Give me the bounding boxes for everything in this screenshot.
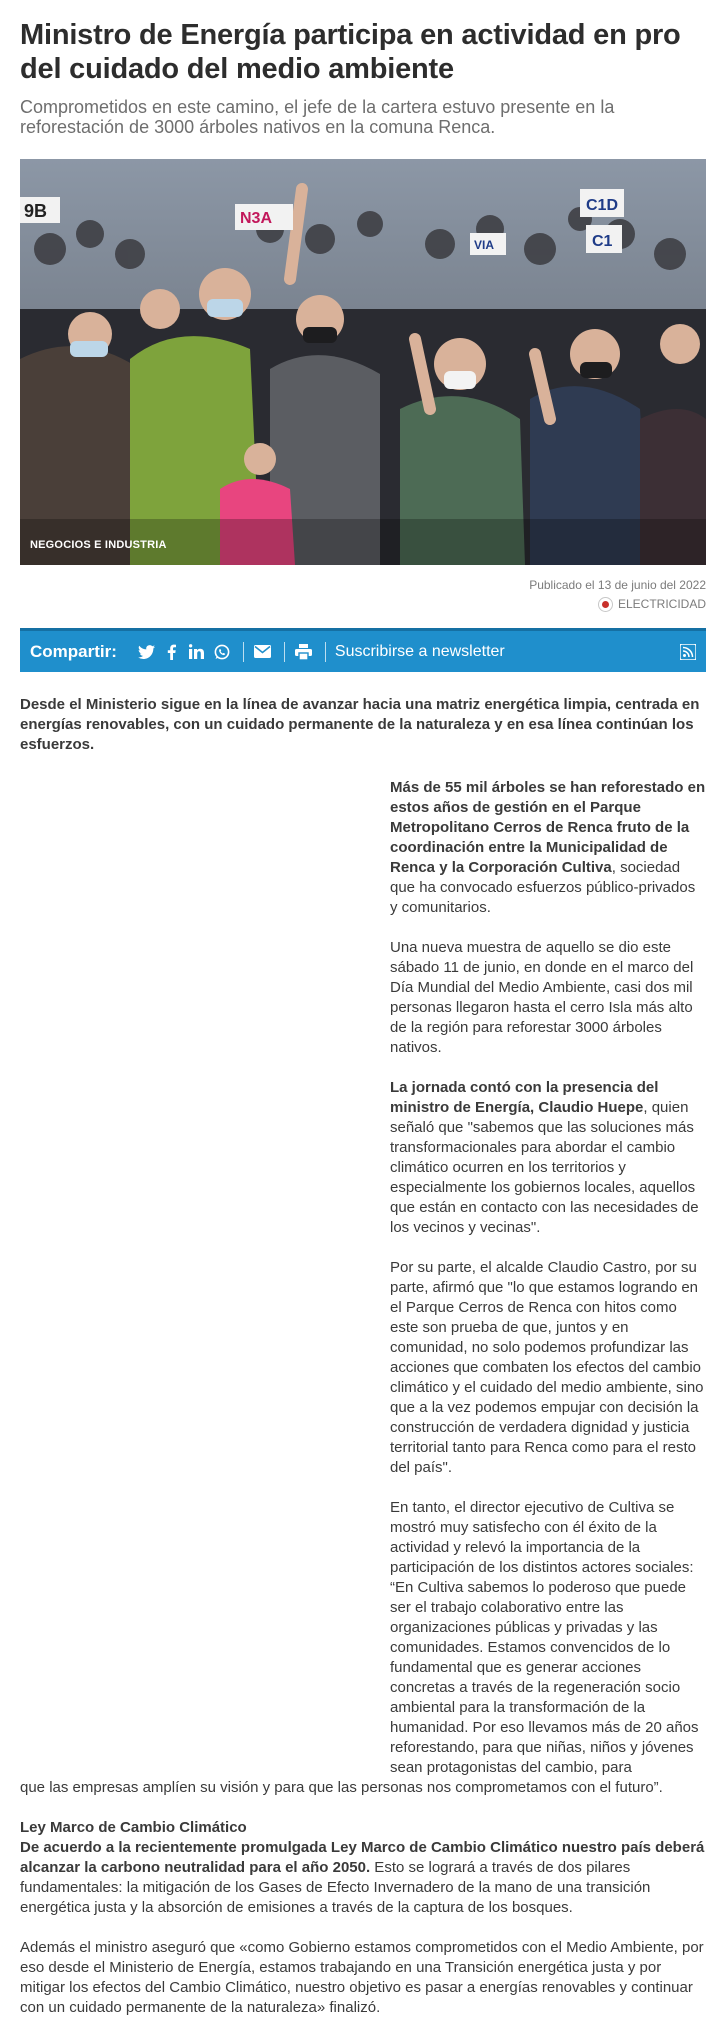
paragraph: Una nueva muestra de aquello se dio este sábado 11 de junio, en donde en el marco del Día Mundial del Medio Ambiente, casi dos mil personas llegaron hasta el cerro Isla más alto de la región para reforestar 3000 árboles nativos. — [390, 939, 694, 1056]
article-lead: Desde el Ministerio sigue en la línea de avanzar hacia una matriz energética limpia, centrada en energías renovables, con un cuidado permanente de la naturaleza y en esa línea continúan los esfuerzos. — [20, 696, 700, 753]
paragraph: Por su parte, el alcalde Claudio Castro, por su parte, afirmó que "lo que estamos logrando en el Parque Cerros de Renca con hitos como este son prueba de que, juntos y en comunidad, no solo podemos profundizar las acciones que combaten los efectos del cambio climático y el cuidado del medio ambiente, sino que a la vez podemos empujar con decisión la construcción de verdadera dignidad y justicia territorial tanto para Renca como para el resto del país". — [390, 1259, 704, 1476]
paragraph — [390, 778, 706, 918]
twitter-icon[interactable] — [137, 642, 157, 662]
divider — [325, 642, 326, 662]
category-label: ELECTRICIDAD — [617, 597, 706, 611]
newsletter-link[interactable]: Suscribirse a newsletter — [334, 642, 505, 660]
divider — [284, 642, 285, 662]
paragraph — [390, 1078, 706, 1238]
divider — [243, 642, 244, 662]
paragraph: Además el ministro aseguró que «como Gobierno estamos comprometidos con el Medio Ambiente, por eso desde el Ministerio de Energía, estamos trabajando en una Transición energética justa y por mitigar los efectos del Cambio Climático, nuestro objetivo es pasar a energías renovables y continuar con un cuidado permanente de la naturaleza» finalizó. — [20, 1939, 704, 2016]
article — [20, 0, 706, 2018]
highlight: La jornada contó con la presencia del ministro de Energía, Claudio Huepe — [390, 1079, 659, 1116]
article-title: Ministro de Energía participa en actividad en pro del cuidado del medio ambiente — [20, 19, 681, 85]
paragraph-continuation: que las empresas amplíen su visión y para que las personas nos comprometamos con el futuro”. — [20, 1779, 663, 1796]
print-icon[interactable] — [294, 642, 314, 662]
sign-label: VIA — [474, 238, 495, 252]
highlight: De acuerdo a la recientemente promulgada Ley Marco de Cambio Climático nuestro país deberá alcanzar la carbono neutralidad para el año 2050. — [20, 1839, 705, 1876]
linkedin-icon[interactable] — [187, 642, 207, 662]
article-meta — [20, 577, 706, 612]
crowd-photo — [20, 159, 706, 565]
email-icon[interactable] — [253, 642, 273, 662]
paragraph-text: Esto se logrará a través de dos pilares fundamentales: la mitigación de los Gases de Efecto Invernadero de la mano de una transición energética justa y la absorción de emisiones a través de la captura de los bosques. — [20, 1859, 651, 1916]
section-heading: Ley Marco de Cambio Climático — [20, 1819, 247, 1836]
category-link[interactable] — [20, 596, 706, 612]
paragraph — [20, 1838, 706, 1918]
paragraph: En tanto, el director ejecutivo de Cultiva se mostró muy satisfecho con él éxito de la actividad y relevó la importancia de la participación de los distintos actores sociales: “En Cultiva sabemos lo poderoso que puede ser el trabajo colaborativo entre las organizaciones públicas y privadas y las comunidades. Estamos convencidos de lo fundamental que es generar acciones concretas a través de la regeneración socio ambiental para la transformación de la humanidad. Por eso llevamos más de 20 años reforestando, para que niñas, niños y jóvenes sean protagonistas del cambio, para — [390, 1499, 699, 1776]
sign-label: N3A — [240, 210, 273, 227]
share-bar — [20, 628, 706, 672]
whatsapp-icon[interactable] — [212, 642, 232, 662]
hero-image — [20, 159, 706, 565]
highlight: Más de 55 mil árboles se han reforestado en estos años de gestión en el Parque Metropolitano Cerros de Renca fruto de la coordinación entre la Municipalidad de Renca y la Corporación Cultiva — [390, 779, 706, 876]
sign-label: C1 — [592, 233, 613, 250]
sign-label: 9B — [24, 201, 48, 221]
rss-icon[interactable] — [680, 644, 696, 660]
paragraph-text: , sociedad que ha convocado esfuerzos público-privados y comunitarios. — [390, 859, 696, 916]
facebook-icon[interactable] — [162, 642, 182, 662]
publish-date: Publicado el 13 de junio del 2022 — [529, 578, 706, 592]
article-subtitle: Comprometidos en este camino, el jefe de la cartera estuvo presente en la reforestación de 3000 árboles nativos en la comuna Renca. — [20, 97, 615, 137]
share-label: Compartir: — [30, 641, 117, 661]
sign-label: C1D — [586, 197, 619, 214]
article-column — [390, 778, 706, 1778]
category-badge[interactable]: NEGOCIOS E INDUSTRIA — [30, 539, 167, 551]
paragraph-text: , quien señaló que "sabemos que las soluciones más transformacionales para abordar el cambio climático ocurren en los territorios y especialmente los gobiernos locales, aquellos que están en contacto con las necesidades de los vecinos y vecinas". — [390, 1099, 699, 1236]
bolt-icon — [598, 597, 613, 612]
